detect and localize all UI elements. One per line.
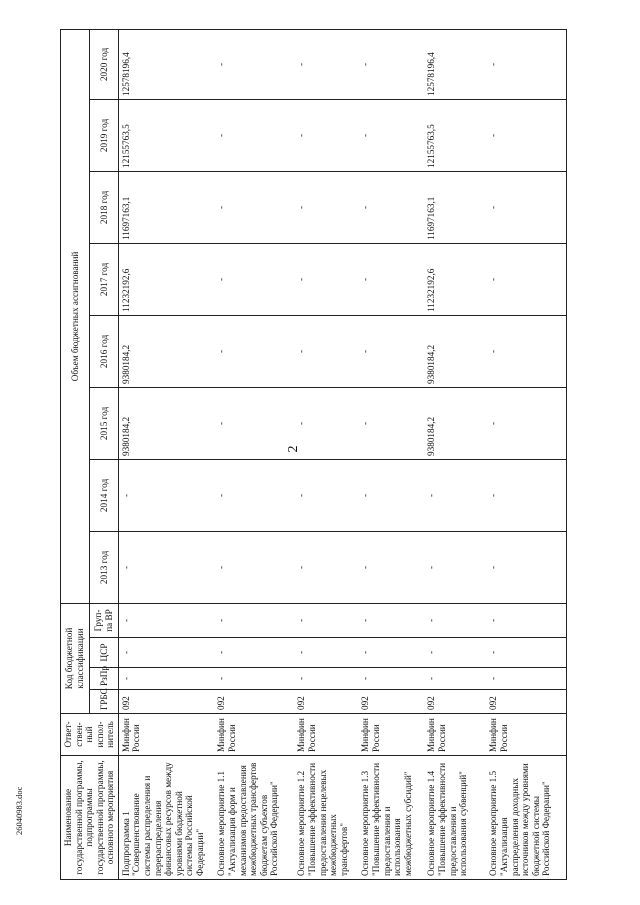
table-row [214, 29, 294, 879]
header-year: 2013 год [89, 531, 118, 603]
row-grbs: 092 [294, 690, 358, 714]
header-year: 2015 год [89, 387, 118, 459]
row-rzpr: - [214, 668, 294, 690]
row-value: - [294, 171, 358, 243]
row-value: - [486, 459, 566, 531]
row-responsible: Минфин России [118, 714, 214, 756]
header-name: Наименование государственной программы, подпрограммы государственной программы, основного мероприятия [61, 756, 119, 880]
header-csr: ЦСР [89, 638, 118, 668]
row-value: 9380184,2 [118, 387, 214, 459]
row-value: - [358, 387, 424, 459]
row-value: - [358, 315, 424, 387]
row-csr: - [424, 638, 486, 668]
row-value: - [486, 387, 566, 459]
row-value: - [214, 315, 294, 387]
row-gr: - [486, 603, 566, 637]
row-value: - [486, 243, 566, 315]
row-value: - [486, 531, 566, 603]
row-responsible: Минфин России [294, 714, 358, 756]
row-value: - [214, 29, 294, 99]
row-responsible: Минфин России [486, 714, 566, 756]
row-gr: - [294, 603, 358, 637]
row-value: - [118, 531, 214, 603]
row-value: 9380184,2 [424, 315, 486, 387]
row-responsible: Минфин России [358, 714, 424, 756]
header-grbs: ГРБС [89, 690, 118, 714]
row-grbs: 092 [214, 690, 294, 714]
row-value: - [294, 99, 358, 171]
row-value: 11697163,1 [118, 171, 214, 243]
row-rzpr: - [294, 668, 358, 690]
header-gr: Груп-па ВР [89, 603, 118, 637]
row-grbs: 092 [358, 690, 424, 714]
header-year: 2017 год [89, 243, 118, 315]
row-value: - [294, 531, 358, 603]
row-csr: - [214, 638, 294, 668]
row-value: 12155763,5 [118, 99, 214, 171]
header-year: 2018 год [89, 171, 118, 243]
row-value: - [424, 459, 486, 531]
row-value: - [214, 99, 294, 171]
row-value: - [486, 171, 566, 243]
row-name: Основное мероприятие 1.5 "Актуализация распределения доходных источников между уровнями бюджетной системы Российской Федерации" [486, 756, 566, 880]
row-grbs: 092 [486, 690, 566, 714]
table-row [486, 29, 566, 879]
row-responsible: Минфин России [424, 714, 486, 756]
row-value: 11232192,6 [424, 243, 486, 315]
row-name: Основное мероприятие 1.3 "Повышение эффективности предоставления и использования межбюджетных субсидий" [358, 756, 424, 880]
row-value: - [294, 29, 358, 99]
row-value: - [358, 531, 424, 603]
header-volume-group: Объем бюджетных ассигнований [61, 29, 90, 603]
row-value: - [214, 171, 294, 243]
row-value: - [214, 459, 294, 531]
row-value: 9380184,2 [424, 387, 486, 459]
row-value: - [294, 243, 358, 315]
footer-filename: 26040983.doc [14, 786, 24, 835]
row-rzpr: - [486, 668, 566, 690]
row-value: - [486, 29, 566, 99]
row-grbs: 092 [424, 690, 486, 714]
row-gr: - [214, 603, 294, 637]
row-value: - [214, 243, 294, 315]
row-value: 9380184,2 [118, 315, 214, 387]
row-gr: - [358, 603, 424, 637]
row-value: - [294, 387, 358, 459]
header-code-group: Код бюджетной классификации [61, 603, 90, 713]
row-responsible: Минфин России [214, 714, 294, 756]
row-value: - [358, 171, 424, 243]
row-rzpr: - [118, 668, 214, 690]
row-value: 11232192,6 [118, 243, 214, 315]
row-value: 11697163,1 [424, 171, 486, 243]
row-gr: - [118, 603, 214, 637]
row-gr: - [424, 603, 486, 637]
row-rzpr: - [358, 668, 424, 690]
row-csr: - [486, 638, 566, 668]
header-year: 2020 год [89, 29, 118, 99]
row-name: Основное мероприятие 1.2 "Повышение эффективности предоставления нецелевых межбюджетных трансфертов" [294, 756, 358, 880]
row-name: Подпрограмма 1 "Совершенствование системы распределения и перераспределения финансовых ресурсов между уровнями бюджетной системы Российской Федерации" [118, 756, 214, 880]
row-csr: - [358, 638, 424, 668]
row-value: - [294, 459, 358, 531]
page-number: 2 [286, 445, 301, 453]
table-row [118, 29, 214, 879]
row-value: - [486, 99, 566, 171]
budget-table [60, 29, 567, 880]
table-row [424, 29, 486, 879]
row-value: 12578196,4 [424, 29, 486, 99]
header-year: 2016 год [89, 315, 118, 387]
row-value: - [118, 459, 214, 531]
header-responsible: Ответ-ствен-ный испол-нитель [61, 714, 119, 756]
row-value: 12578196,4 [118, 29, 214, 99]
row-csr: - [294, 638, 358, 668]
row-name: Основное мероприятие 1.1 "Актуализация форм и механизмов предоставления межбюджетных трансфертов бюджетам субъектов Российской Федерации" [214, 756, 294, 880]
row-rzpr: - [424, 668, 486, 690]
row-value: 12155763,5 [424, 99, 486, 171]
row-value: - [358, 29, 424, 99]
header-rzpr: РзПр [89, 668, 118, 690]
table-row [358, 29, 424, 879]
row-value: - [486, 315, 566, 387]
row-value: - [358, 99, 424, 171]
budget-table-rotated [60, 30, 570, 880]
header-year: 2019 год [89, 99, 118, 171]
table-row [294, 29, 358, 879]
row-grbs: 092 [118, 690, 214, 714]
row-csr: - [118, 638, 214, 668]
row-value: - [214, 387, 294, 459]
row-value: - [214, 531, 294, 603]
row-name: Основное мероприятие 1.4 "Повышение эффективности предоставления и использования субвенций" [424, 756, 486, 880]
header-year: 2014 год [89, 459, 118, 531]
row-value: - [358, 243, 424, 315]
row-value: - [424, 531, 486, 603]
row-value: - [358, 459, 424, 531]
row-value: - [294, 315, 358, 387]
